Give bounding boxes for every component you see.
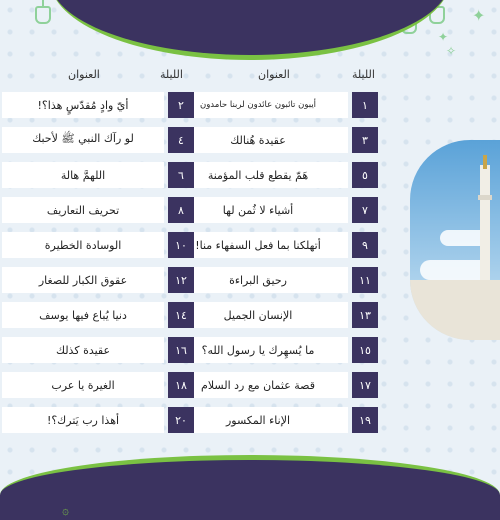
table-row [168, 302, 378, 328]
episode-title: أهذا رب يَترك؟! [2, 407, 164, 433]
episode-title: دنيا يُباع فيها يوسف [2, 302, 164, 328]
mosque-image [410, 140, 500, 340]
right-title-header: العنوان [258, 68, 290, 81]
night-number: ١٢ [168, 267, 194, 293]
night-number: ١ [352, 92, 378, 118]
night-number: ٤ [168, 127, 194, 153]
table-row [2, 337, 194, 363]
episode-title: أشياء لا ثُمن لها [168, 197, 348, 223]
night-number: ١٨ [168, 372, 194, 398]
night-number: ١٣ [352, 302, 378, 328]
episode-title: الغيرة يا عرب [2, 372, 164, 398]
episode-title: لو رآك النبي ﷺ لأحبك [2, 127, 164, 153]
left-title-header: العنوان [68, 68, 100, 81]
table-row [168, 407, 378, 433]
table-row [2, 197, 194, 223]
episode-title: الإناء المكسور [168, 407, 348, 433]
episode-title: عقوق الكبار للصغار [2, 267, 164, 293]
table-row [168, 197, 378, 223]
star-icon: ✦ [472, 6, 486, 25]
night-number: ٩ [352, 232, 378, 258]
episode-title: قصة عثمان مع رد السلام [168, 372, 348, 398]
table-row [2, 162, 194, 188]
episode-title: الوسادة الخطيرة [2, 232, 164, 258]
night-number: ٧ [352, 197, 378, 223]
night-number: ١٦ [168, 337, 194, 363]
table-row [168, 267, 378, 293]
episode-title: ما يُسهِرك يا رسول الله؟ [168, 337, 348, 363]
table-row [2, 372, 194, 398]
table-row [2, 302, 194, 328]
night-number: ١٤ [168, 302, 194, 328]
episode-title: تحريف التعاريف [2, 197, 164, 223]
episode-title: الإنسان الجميل [168, 302, 348, 328]
night-number: ٣ [352, 127, 378, 153]
right-night-header: الليلة [352, 68, 375, 81]
night-number: ٨ [168, 197, 194, 223]
night-number: ٥ [352, 162, 378, 188]
lantern-icon [32, 0, 54, 26]
night-number: ١٧ [352, 372, 378, 398]
table-row [168, 92, 378, 118]
night-number: ١٠ [168, 232, 194, 258]
episode-title: هَمّ يقطع قلب المؤمنة [168, 162, 348, 188]
episode-title: رحيق البراءة [168, 267, 348, 293]
episode-title: أيبون تائبون عائدون لربنا حامدون [168, 92, 348, 118]
table-row [168, 127, 378, 153]
episode-title: عقيدة هُنالك [168, 127, 348, 153]
star-icon: ✧ [446, 44, 457, 58]
night-number: ١٩ [352, 407, 378, 433]
table-row [168, 337, 378, 363]
table-row [168, 372, 378, 398]
night-number: ١١ [352, 267, 378, 293]
night-number: ٦ [168, 162, 194, 188]
table-row [2, 267, 194, 293]
table-row [2, 232, 194, 258]
episode-title: اللهمَّ هالة [2, 162, 164, 188]
star-icon: ✦ [438, 30, 449, 44]
night-number: ٢٠ [168, 407, 194, 433]
table-row [168, 162, 378, 188]
episode-title: عقيدة كذلك [2, 337, 164, 363]
table-row [2, 92, 194, 118]
episode-title: أتهلكنا بما فعل السفهاء منا! [168, 232, 348, 258]
night-number: ١٥ [352, 337, 378, 363]
table-row [2, 407, 194, 433]
episode-title: أيّ وادٍ مُقدّسٍ هذا؟! [2, 92, 164, 118]
table-row [2, 127, 194, 153]
table-row [168, 232, 378, 258]
footer-ornament-icon: ۞ [62, 503, 70, 517]
night-number: ٢ [168, 92, 194, 118]
left-night-header: الليلة [160, 68, 183, 81]
